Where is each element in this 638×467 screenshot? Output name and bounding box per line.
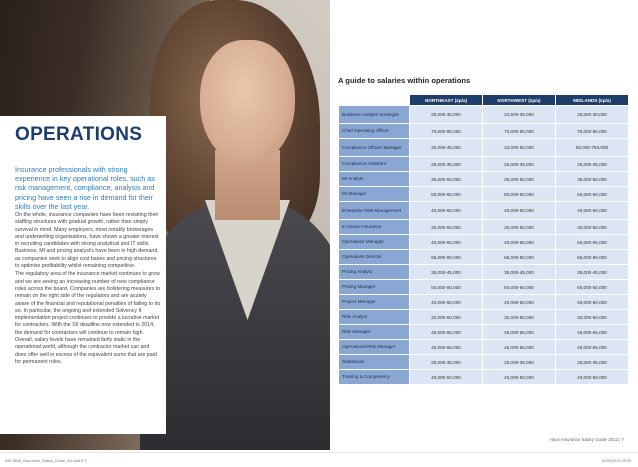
table-row [339, 235, 628, 249]
print-slug-filename: INS-5838_Insurance_Salary_Guide_A6.indd 6-7 [5, 459, 87, 463]
crop-line [0, 452, 638, 453]
table-row [339, 370, 628, 384]
midlands-cell: 35,000-50,000 [556, 172, 628, 186]
midlands-cell: 70,000-90,000 [556, 124, 628, 138]
midlands-cell: 25,000-30,000 [556, 106, 628, 123]
table-row [339, 187, 628, 201]
northeast-cell: 30,000-45,000 [410, 139, 482, 156]
midlands-cell: 50,000-60,000 [556, 280, 628, 294]
northeast-cell: 70,000-90,000 [410, 124, 482, 138]
role-cell: Risk Manager [339, 325, 409, 339]
midlands-cell: 40,000-60,000 [556, 295, 628, 309]
role-cell: In-house Insurance [339, 220, 409, 234]
northeast-cell: 45,000-65,000 [410, 325, 482, 339]
northeast-cell: 30,000-50,000 [410, 220, 482, 234]
table-row [339, 340, 628, 354]
midlands-cell: 25,000-35,000 [556, 157, 628, 171]
northwest-cell: 35,000-50,000 [483, 172, 555, 186]
table-row [339, 202, 628, 219]
northeast-cell: 32,000-50,000 [410, 310, 482, 324]
northeast-cell: 35,000-45,000 [410, 265, 482, 279]
role-cell: Operational Risk Manager [339, 340, 409, 354]
body-paragraph: The regulatory area of the insurance market continues to grow and we are seeing an increasing number of new compliance roles across the board. Companies are bolstering measures to remain on the right side of the regulators and are acutely aware of the financial and reputational penalties of failing to do so. In particular, the ongoing and extended Solvency II implementation project continues to provide a lucrative market for contractors. With the SII deadline now extended to 2014, the demand for contractors will continue to remain high. Overall, salary levels have remained fairly static in the operational world, although the contractor market can and does offer well in excess of the equivalent sums that are paid for permanent roles. [15, 271, 161, 365]
northwest-cell: 32,000-50,000 [483, 310, 555, 324]
role-cell: Compliance Assistant [339, 157, 409, 171]
print-slug-date: 31/05/2012 09:25 [601, 459, 631, 463]
northwest-cell: 40,000-65,000 [483, 235, 555, 249]
northeast-cell: 25,000-35,000 [410, 355, 482, 369]
midlands-cell: 45,000-65,000 [556, 325, 628, 339]
northwest-cell: 40,000-60,000 [483, 202, 555, 219]
table-row [339, 106, 628, 123]
role-cell: Pricing Analyst [339, 265, 409, 279]
table-row [339, 139, 628, 156]
northwest-cell: 25,000-35,000 [483, 355, 555, 369]
header-midlands: MIDLANDS (£p/a) [556, 95, 628, 105]
role-cell: Statistician [339, 355, 409, 369]
role-cell: Chief Operating Officer [339, 124, 409, 138]
midlands-cell: 40,000-60,000 [556, 202, 628, 219]
midlands-cell: 50,000-60,000 [556, 187, 628, 201]
table-row [339, 355, 628, 369]
northwest-cell: 40,000-50,000 [483, 370, 555, 384]
northeast-cell: 35,000-50,000 [410, 172, 482, 186]
northwest-cell: 45,000-65,000 [483, 340, 555, 354]
table-row [339, 280, 628, 294]
midlands-cell: 30,000-50,000 [556, 220, 628, 234]
header-northeast: NORTHEAST (£p/a) [410, 95, 482, 105]
midlands-cell: 50,000-750,000 [556, 139, 628, 156]
role-cell: Compliance Officer/ Manager [339, 139, 409, 156]
northeast-cell: 40,000-50,000 [410, 370, 482, 384]
table-row [339, 265, 628, 279]
northeast-cell: 50,000-60,000 [410, 187, 482, 201]
northwest-cell: 33,000-50,000 [483, 139, 555, 156]
midlands-cell: 50,000-65,000 [556, 235, 628, 249]
northwest-cell: 45,000-65,000 [483, 325, 555, 339]
role-cell: Business Analyst/ Strategist [339, 106, 409, 123]
header-blank-cell [339, 95, 409, 105]
role-cell: Risk Analyst [339, 310, 409, 324]
northeast-cell: 40,000-65,000 [410, 235, 482, 249]
header-northwest: NORTHWEST (£p/a) [483, 95, 555, 105]
table-row [339, 310, 628, 324]
midlands-cell: 65,000-90,000 [556, 250, 628, 264]
role-cell: Training & Competency [339, 370, 409, 384]
table-row [339, 295, 628, 309]
northeast-cell: 25,000-30,000 [410, 106, 482, 123]
midlands-cell: 35,000-45,000 [556, 265, 628, 279]
northeast-cell: 45,000-65,000 [410, 340, 482, 354]
role-cell: Pricing Manager [339, 280, 409, 294]
midlands-cell: 32,000-50,000 [556, 310, 628, 324]
salary-table [338, 94, 629, 385]
midlands-cell: 25,000-35,000 [556, 355, 628, 369]
section-title: OPERATIONS [15, 124, 143, 145]
northwest-cell: 25,000-35,000 [483, 157, 555, 171]
body-text [15, 212, 161, 367]
northwest-cell: 65,000-90,000 [483, 250, 555, 264]
body-paragraph: On the whole, insurance companies have been revisiting their staffing structures with gradual growth, rather than simply survival in mind. Many employers, most notably brokerages and underwriting organisations, have shown a greater interest in recruiting candidates with strong analytical and IT skills. Business, MI and pricing analyst's have been in high demand, as companies seek to align cost bases and pricing structures to optimise profitability whilst remaining competitive. [15, 212, 159, 270]
table-row [339, 172, 628, 186]
table-header-row [339, 95, 628, 105]
role-cell: Operations Director [339, 250, 409, 264]
role-cell: MI Analyst [339, 172, 409, 186]
northwest-cell: 40,000-60,000 [483, 295, 555, 309]
table-row [339, 124, 628, 138]
table-row [339, 250, 628, 264]
table-row [339, 220, 628, 234]
role-cell: MI Manager [339, 187, 409, 201]
northeast-cell: 50,000-60,000 [410, 280, 482, 294]
intro-paragraph: Insurance professionals with strong experience in key operational roles, such as risk management, compliance, analysis and pricing have seen a rise in demand for their skills over the last year. [15, 165, 155, 211]
northeast-cell: 65,000-90,000 [410, 250, 482, 264]
northwest-cell: 50,000-60,000 [483, 280, 555, 294]
northwest-cell: 22,500-30,000 [483, 106, 555, 123]
table-row [339, 325, 628, 339]
northwest-cell: 70,000-90,000 [483, 124, 555, 138]
northwest-cell: 50,000-60,000 [483, 187, 555, 201]
table-row [339, 157, 628, 171]
page-folio: Hays Insurance Salary Guide 2012 | 7 [549, 437, 624, 442]
role-cell: Project Manager [339, 295, 409, 309]
northwest-cell: 35,000-45,000 [483, 265, 555, 279]
northeast-cell: 25,000-35,000 [410, 157, 482, 171]
role-cell: Operations Manager [339, 235, 409, 249]
northeast-cell: 40,000-60,000 [410, 295, 482, 309]
role-cell: Enterprise Risk Management [339, 202, 409, 219]
northwest-cell: 30,000-50,000 [483, 220, 555, 234]
northeast-cell: 40,000-60,000 [410, 202, 482, 219]
midlands-cell: 45,000-65,000 [556, 340, 628, 354]
midlands-cell: 40,000-50,000 [556, 370, 628, 384]
table-title: A guide to salaries within operations [338, 76, 471, 85]
